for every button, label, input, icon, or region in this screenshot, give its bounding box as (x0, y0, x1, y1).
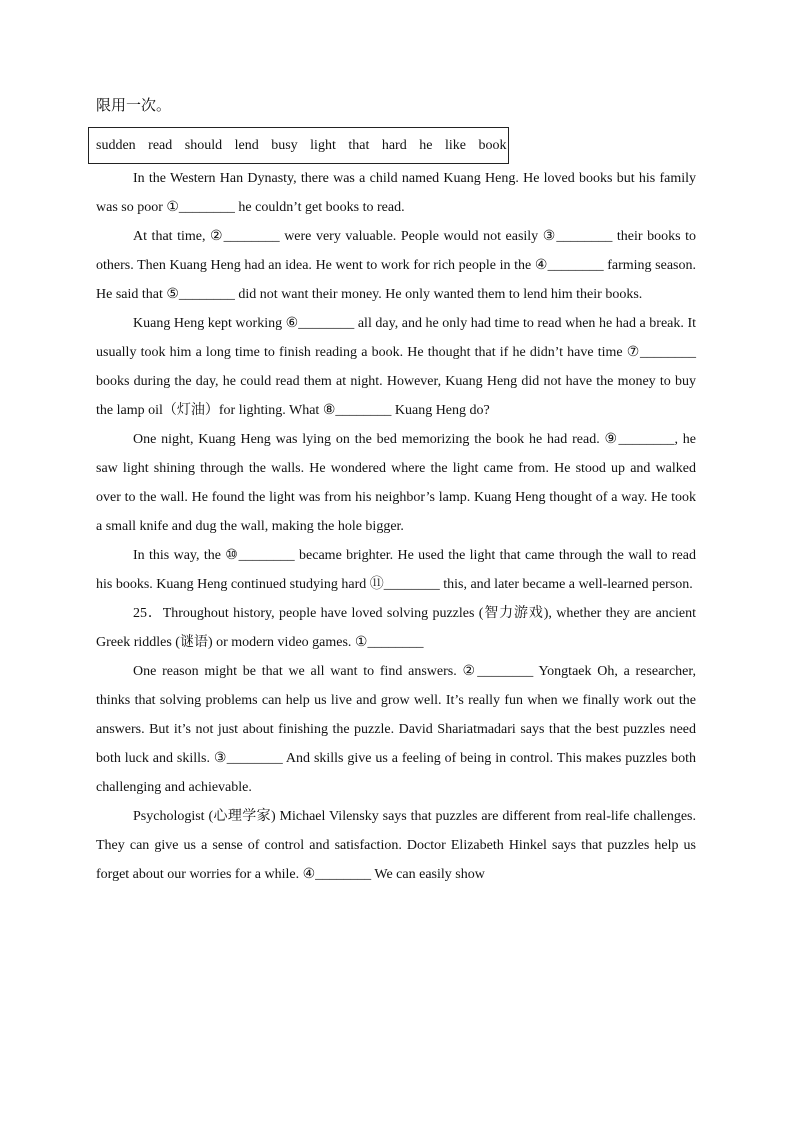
passage-paragraph: At that time, ②________ were very valuable. People would not easily ③________ their books to others. Then Kuang Heng had an idea. He went to work for rich people in the ④________ farming season. He said that ⑤________ did not want their money. He only wanted them to lend him their books. (96, 229, 696, 302)
passage-paragraph: In the Western Han Dynasty, there was a child named Kuang Heng. He loved books but his family was so poor ①________ he couldn’t get books to read. (96, 171, 696, 215)
word-bank-item: busy (271, 138, 298, 153)
word-bank-item: light (310, 138, 336, 153)
passage-content (96, 164, 696, 889)
instruction-text: 限用一次。 (96, 98, 172, 114)
passage-paragraph: In this way, the ⑩________ became brighter. He used the light that came through the wall to read his books. Kuang Heng continued studying hard ⑪________ this, and later became a well-learned person. (96, 548, 696, 592)
word-bank-item: hard (381, 138, 407, 153)
word-bank-item: book (478, 138, 507, 153)
passage-paragraph: Kuang Heng kept working ⑥________ all day, and he only had time to read when he had a break. It usually took him a long time to finish reading a book. He thought that if he didn’t have time ⑦________ books during the day, he could read them at night. However, Kuang Heng did not have the money to buy the lamp oil（灯油）for lighting. What ⑧________ Kuang Heng do? (96, 316, 696, 418)
word-bank-box (88, 127, 509, 164)
passage-paragraph: One night, Kuang Heng was lying on the bed memorizing the book he had read. ⑨________, he saw light shining through the walls. He wondered where the light came from. He stood up and walked over to the wall. He found the light was from his neighbor’s lamp. Kuang Heng thought of a way. He took a small knife and dug the wall, making the hole bigger. (96, 432, 696, 534)
passage-paragraph: Psychologist (心理学家) Michael Vilensky says that puzzles are different from real-life challenges. They can give us a sense of control and satisfaction. Doctor Elizabeth Hinkel says that puzzles help us forget about our worries for a while. ④________ We can easily show (96, 809, 696, 882)
word-bank-item: he (419, 138, 433, 153)
passage-paragraph: One reason might be that we all want to find answers. ②________ Yongtaek Oh, a researcher, thinks that solving problems can help us live and grow well. It’s really fun when we finally work out the answers. But it’s not just about finishing the puzzle. David Shariatmadari says that the best puzzles need both luck and skills. ③________ And skills give us a feeling of being in control. This makes puzzles both challenging and achievable. (96, 664, 696, 795)
word-bank-item: read (148, 138, 173, 153)
word-bank-item: like (444, 138, 466, 153)
word-bank-item: that (348, 138, 370, 153)
word-bank-item: sudden (96, 138, 136, 153)
question-25-paragraph: 25．Throughout history, people have loved solving puzzles (智力游戏), whether they are ancient Greek riddles (谜语) or modern video games. ①________ (96, 606, 696, 650)
word-bank-item: lend (234, 138, 259, 153)
word-bank-item: should (184, 138, 223, 153)
